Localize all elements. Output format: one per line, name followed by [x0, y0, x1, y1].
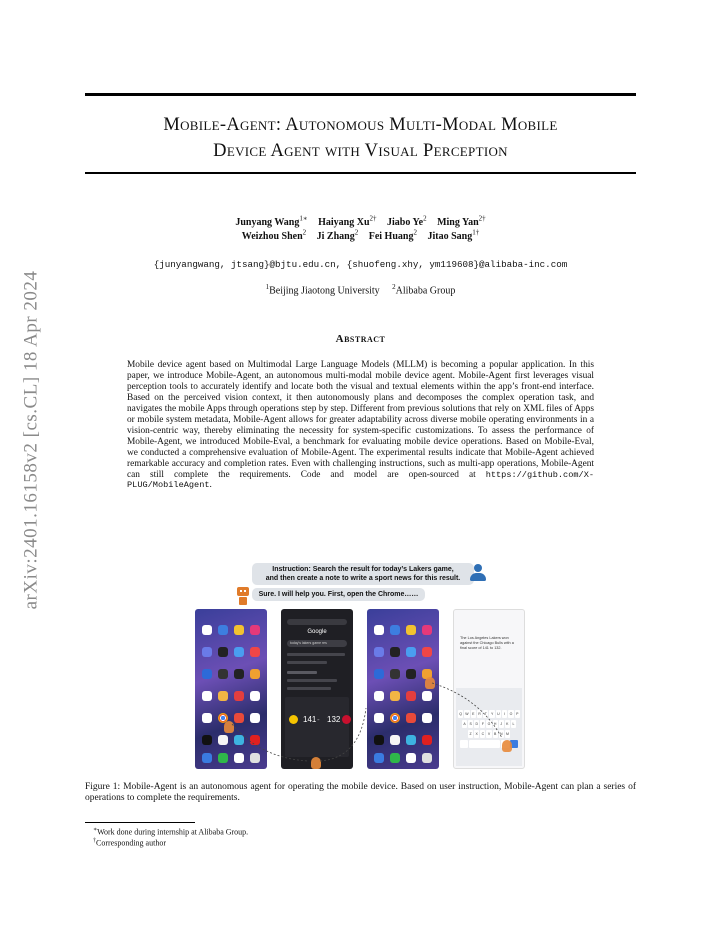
author: Jitao Sang$^{1\dagger}$ — [427, 229, 480, 243]
keyboard-key[interactable]: O — [509, 712, 513, 716]
keyboard-key[interactable]: A — [463, 722, 466, 726]
flow-arrows — [190, 558, 550, 770]
abstract-heading: Abstract — [335, 333, 386, 345]
keyboard-key[interactable]: U — [497, 712, 500, 716]
keyboard-key[interactable]: F — [481, 722, 484, 726]
affiliations: $^1$Beijing Jiaotong University $^2$Alibaba Group — [265, 283, 456, 297]
keyboard-key[interactable]: J — [500, 722, 503, 726]
paper-title — [85, 112, 636, 164]
author: Jiabo Ye$^2$ — [387, 215, 427, 229]
score-separator: - — [317, 715, 320, 724]
google-logo: Google — [307, 629, 327, 635]
score-left: 141 — [303, 715, 317, 724]
keyboard-key[interactable]: K — [506, 722, 509, 726]
code-link[interactable]: https://github.com/X-PLUG/MobileAgent — [127, 469, 595, 491]
figure-caption: Figure 1: Mobile-Agent is an autonomous agent for operating the mobile device. Based on user instruction, Mobile-Agent can plan a series of operations to complete the requirements. — [85, 782, 636, 803]
footnote: ∗Work done during internship at Alibaba Group. — [93, 827, 249, 837]
search-box: today's lakers game res — [287, 640, 347, 647]
keyboard-key[interactable]: W — [465, 712, 469, 716]
keyboard-key[interactable]: I — [502, 710, 507, 718]
authors-line-1 — [85, 215, 636, 228]
title-rule-top — [85, 93, 636, 96]
keyboard-key[interactable]: T — [484, 712, 487, 716]
authors-line-2 — [85, 229, 636, 242]
title-rule-bottom — [85, 172, 636, 174]
keyboard-key[interactable]: H — [493, 722, 497, 726]
figure-1 — [190, 558, 550, 770]
title-line-2: Device Agent with Visual Perception — [213, 141, 508, 161]
keyboard-key[interactable]: Q — [459, 712, 463, 716]
keyboard-key[interactable]: N — [500, 732, 503, 736]
keyboard-key[interactable]: Z — [469, 732, 472, 736]
keyboard-key[interactable]: P — [516, 712, 519, 716]
keyboard-key[interactable]: Y — [490, 712, 494, 716]
agent-reply-bubble: Sure. I will help you. First, open the Chrome…… — [252, 588, 425, 601]
keyboard-key[interactable]: E — [472, 712, 475, 716]
score-right: 132 — [327, 715, 341, 724]
keyboard-key[interactable]: B — [493, 732, 497, 736]
instruction-bubble: Instruction: Search the result for today’s Lakers game, and then create a note to write a sport news for this result. — [252, 563, 474, 585]
keyboard-key[interactable]: C — [481, 732, 485, 736]
keyboard-key[interactable]: D — [475, 722, 479, 726]
keyboard-key[interactable]: S — [469, 722, 472, 726]
author-emails: {junyangwang, jtsang}@bjtu.edu.cn, {shuofeng.xhy, ym119608}@alibaba-inc.com — [153, 259, 568, 270]
abstract-body: Mobile device agent based on Multimodal Large Language Models (MLLM) is becoming a popular application. In this paper, we introduce Mobile-Agent, an autonomous multi-modal mobile device agent. Mobile-Agent first leverages visual perception tools to accurately identify and locate both the visual and textual elements within the app’s front-end interface. Based on the perceived vision context, it then autonomously plans and decomposes the complex operation task, and navigates the mobile Apps through operations step by step. Different from previous solutions that rely on XML files of Apps or mobile system metadata, Mobile-Agent allows for greater adaptability across diverse mobile operating environments in a vision-centric way, thereby eliminating the necessity for system-specific customizations. To assess the performance of Mobile-Agent, we introduced Mobile-Eval, a benchmark for evaluating mobile device operations. Based on Mobile-Eval, we conducted a comprehensive evaluation of Mobile-Agent. The experimental results indicate that Mobile-Agent achieved remarkable accuracy and completion rates. Even with challenging instructions, such as multi-app operations, Mobile-Agent can still complete the requirements. Code and model are open-sourced at https://github.com/X-PLUG/MobileAgent. — [127, 360, 595, 491]
keyboard-key[interactable]: X — [475, 732, 478, 736]
author: Fei Huang$^2$ — [368, 229, 417, 243]
note-text: The Los Angeles Lakers won against the Chicago Bulls with a final score of 141 to 132. — [460, 636, 514, 650]
title-line-1: Mobile-Agent: Autonomous Multi-Modal Mobile — [163, 115, 558, 135]
author: Haiyang $Xu^{2\dagger}$ — [318, 215, 377, 229]
arxiv-stamp: arXiv:2401.16158v2 [cs.CL] 18 Apr 2024 — [20, 270, 41, 610]
author: Junyang Wang$^{1∗}$ — [235, 215, 308, 229]
keyboard-key[interactable]: M — [505, 732, 509, 736]
keyboard-key[interactable]: V — [487, 732, 491, 736]
author: Weizhou Shen$^2$ — [241, 229, 307, 243]
footnote-rule — [85, 822, 195, 823]
keyboard-key[interactable]: L — [512, 722, 515, 726]
keyboard-key[interactable]: R — [478, 712, 481, 716]
author: Ming Yan$^{2\dagger}$ — [437, 215, 486, 229]
keyboard-key[interactable]: G — [487, 722, 491, 726]
footnote: †Corresponding author — [93, 838, 166, 848]
author: Ji Zhang$^2$ — [316, 229, 359, 243]
